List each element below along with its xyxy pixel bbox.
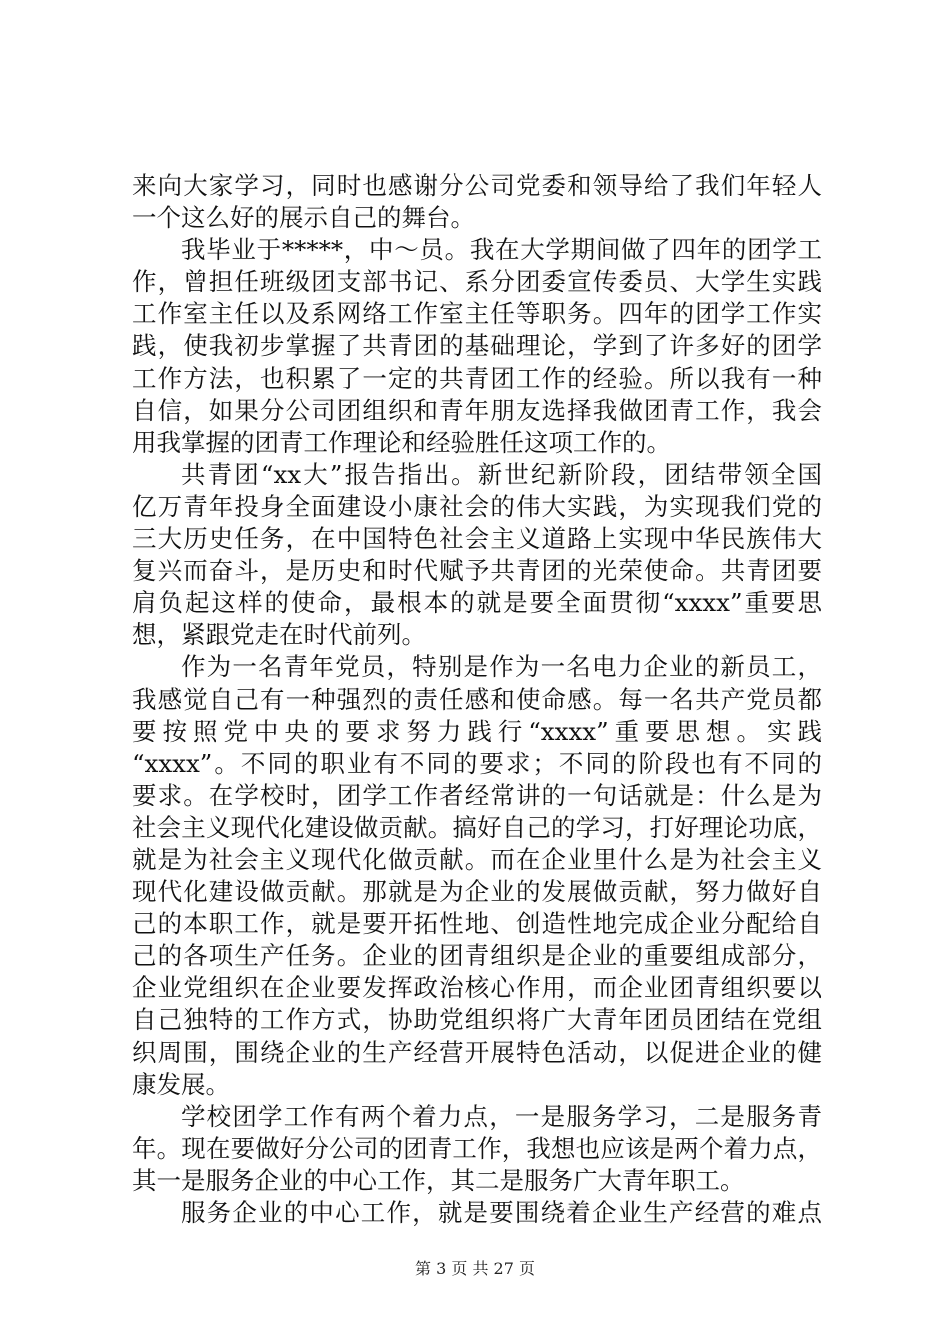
text-line: 想，紧跟党走在时代前列。: [132, 620, 426, 650]
text-line: 作，曾担任班级团支部书记、系分团委宣传委员、大学生实践: [132, 267, 822, 297]
text-line: 织周围，围绕企业的生产经营开展特色活动，以促进企业的健: [132, 1037, 822, 1067]
text-line: 企业党组织在企业要发挥政治核心作用，而企业团青组织要以: [132, 973, 822, 1003]
text-line: 我感觉自己有一种强烈的责任感和使命感。每一名共产党员都: [132, 684, 822, 714]
text-line: 用我掌握的团青工作理论和经验胜任这项工作的。: [132, 427, 671, 457]
text-line: 复兴而奋斗，是历史和时代赋予共青团的光荣使命。共青团要: [132, 556, 822, 586]
text-line: 作为一名青年党员，特别是作为一名电力企业的新员工，: [181, 652, 822, 682]
text-line: 我毕业于*****，中～员。我在大学期间做了四年的团学工: [181, 235, 822, 265]
text-line: 三大历史任务，在中国特色社会主义道路上实现中华民族伟大: [132, 524, 822, 554]
paragraph: [132, 234, 822, 459]
text-line: 其一是服务企业的中心工作，其二是服务广大青年职工。: [132, 1165, 745, 1195]
text-line: 就是为社会主义现代化做贡献。而在企业里什么是为社会主义: [132, 844, 822, 874]
paragraph: [132, 170, 822, 234]
text-line: 现代化建设做贡献。那就是为企业的发展做贡献，努力做好自: [132, 877, 822, 907]
text-line: 一个这么好的展示自己的舞台。: [132, 203, 475, 233]
text-line: 社会主义现代化建设做贡献。搞好自己的学习，打好理论功底，: [132, 812, 822, 842]
text-line: 己的本职工作，就是要开拓性地、创造性地完成企业分配给自: [132, 909, 822, 939]
text-line: 要求。在学校时，团学工作者经常讲的一句话就是：什么是为: [132, 780, 822, 810]
paragraph: [132, 651, 822, 1100]
text-line: 学校团学工作有两个着力点，一是服务学习，二是服务青: [181, 1101, 822, 1131]
text-line: 康发展。: [132, 1069, 230, 1099]
text-line: “xxxx”。不同的职业有不同的要求；不同的阶段也有不同的: [132, 748, 822, 778]
text-line: 肩负起这样的使命，最根本的就是要全面贯彻“xxxx”重要思: [132, 588, 822, 618]
text-line: 工作方法，也积累了一定的共青团工作的经验。所以我有一种: [132, 363, 822, 393]
text-line: 亿万青年投身全面建设小康社会的伟大实践，为实现我们党的: [132, 491, 822, 521]
text-line: 年。现在要做好分公司的团青工作，我想也应该是两个着力点，: [132, 1133, 822, 1163]
document-body: [132, 170, 822, 1229]
text-line: 要按照党中央的要求努力践行“xxxx”重要思想。实践: [132, 716, 822, 746]
text-line: 己的各项生产任务。企业的团青组织是企业的重要组成部分，: [132, 941, 822, 971]
text-line: 服务企业的中心工作，就是要围绕着企业生产经营的难点: [181, 1198, 822, 1227]
text-line: 工作室主任以及系网络工作室主任等职务。四年的团学工作实: [132, 299, 822, 329]
text-line: 共青团“xx大”报告指出。新世纪新阶段，团结带领全国: [181, 459, 822, 489]
text-line: 自己独特的工作方式，协助党组织将广大青年团员团结在党组: [132, 1005, 822, 1035]
paragraph: [132, 459, 822, 652]
paragraph: [132, 1101, 822, 1197]
text-line: 来向大家学习，同时也感谢分公司党委和领导给了我们年轻人: [132, 171, 822, 200]
text-line: 践，使我初步掌握了共青团的基础理论，学到了许多好的团学: [132, 331, 822, 361]
text-line: 自信，如果分公司团组织和青年朋友选择我做团青工作，我会: [132, 395, 822, 425]
paragraph: [132, 1197, 822, 1229]
page-footer: 第 3 页 共 27 页: [415, 1259, 535, 1278]
